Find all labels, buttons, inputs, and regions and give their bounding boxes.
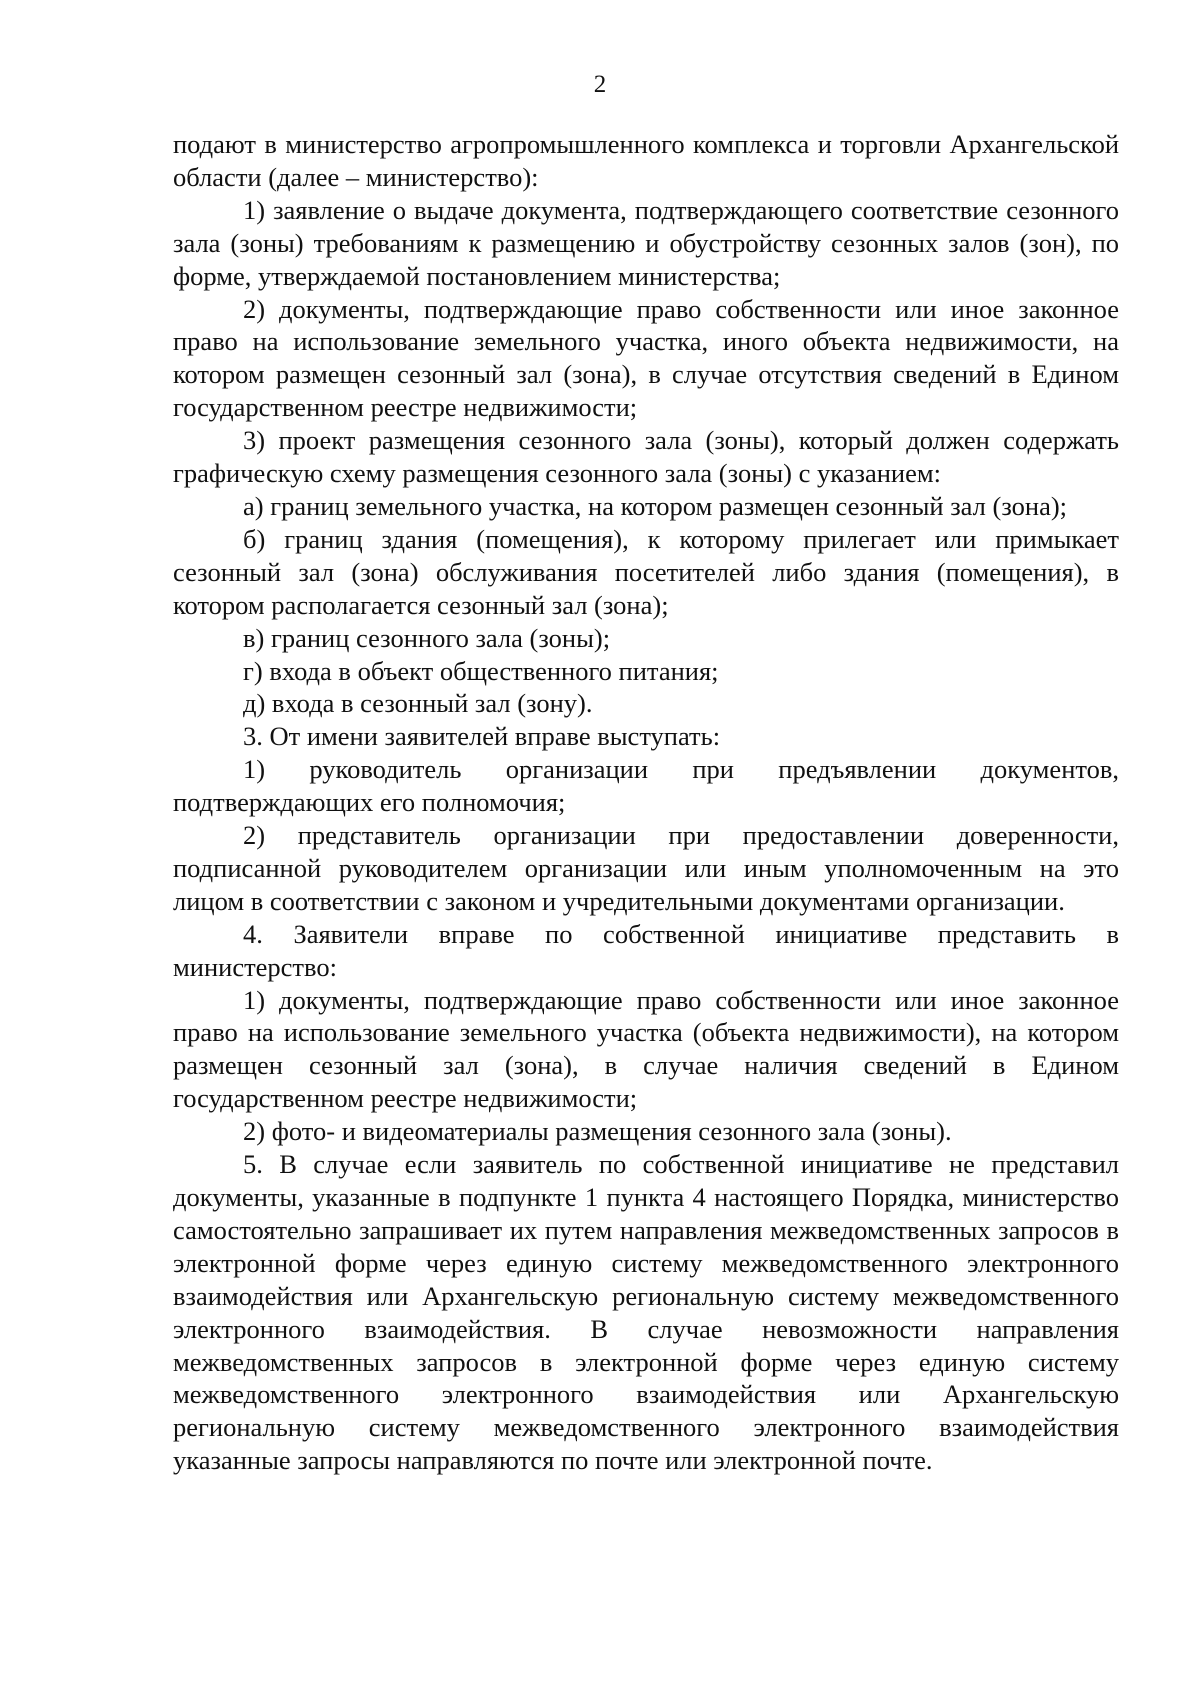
paragraph: 1) руководитель организации при предъявлении документов, подтверждающих его полномочия; [173, 754, 1119, 818]
paragraph: подают в министерство агропромышленного комплекса и торговли Архангельской области (далее – министерство): [173, 129, 1119, 192]
paragraph: 4. Заявители вправе по собственной инициативе представить в министерство: [173, 918, 1119, 982]
paragraph: 3) проект размещения сезонного зала (зоны), который должен содержать графическую схему размещения сезонного зала (зоны) с указанием: [173, 425, 1119, 489]
paragraph: д) входа в сезонный зал (зону). [243, 688, 593, 719]
paragraph: 5. В случае если заявитель по собственной инициативе не представил документы, указанные в подпункте 1 пункта 4 настоящего Порядка, министерство самостоятельно запрашивает их путем направления межведомственных запросов в электронной форме через единую систему межведомственного электронного взаимодействия или Архангельскую региональную систему межведомственного электронного взаимодействия. В случае невозможности направления межведомственных запросов в электронной форме через единую систему межведомственного электронного взаимодействия или Архангельскую региональную систему межведомственного электронного взаимодействия указанные запросы направляются по почте или электронной почте. [173, 1149, 1119, 1476]
page-number: 2 [593, 71, 607, 98]
document-body [173, 128, 1119, 1477]
paragraph: 3. От имени заявителей вправе выступать: [243, 721, 721, 752]
paragraph: а) границ земельного участка, на котором размещен сезонный зал (зона); [243, 490, 1068, 521]
paragraph: 2) фото- и видеоматериалы размещения сезонного зала (зоны). [243, 1116, 952, 1147]
paragraph: б) границ здания (помещения), к которому прилегает или примыкает сезонный зал (зона) обслуживания посетителей либо здания (помещения), в котором располагается сезонный зал (зона); [173, 523, 1119, 620]
paragraph: г) входа в объект общественного питания; [243, 655, 719, 686]
paragraph: 2) представитель организации при предоставлении доверенности, подписанной руководителем организации или иным уполномоченным на это лицом в соответствии с законом и учредительными документами организации. [173, 820, 1119, 916]
paragraph: 2) документы, подтверждающие право собственности или иное законное право на использование земельного участка, иного объекта недвижимости, на котором размещен сезонный зал (зона), в случае отсутствия сведений в Едином государственном реестре недвижимости; [173, 293, 1119, 423]
paragraph: 1) документы, подтверждающие право собственности или иное законное право на использование земельного участка (объекта недвижимости), на котором размещен сезонный зал (зона), в случае наличия сведений в Едином государственном реестре недвижимости; [173, 984, 1119, 1114]
paragraph: 1) заявление о выдаче документа, подтверждающего соответствие сезонного зала (зоны) требованиям к размещению и обустройству сезонных залов (зон), по форме, утверждаемой постановлением министерства; [173, 194, 1119, 291]
paragraph: в) границ сезонного зала (зоны); [243, 622, 611, 653]
